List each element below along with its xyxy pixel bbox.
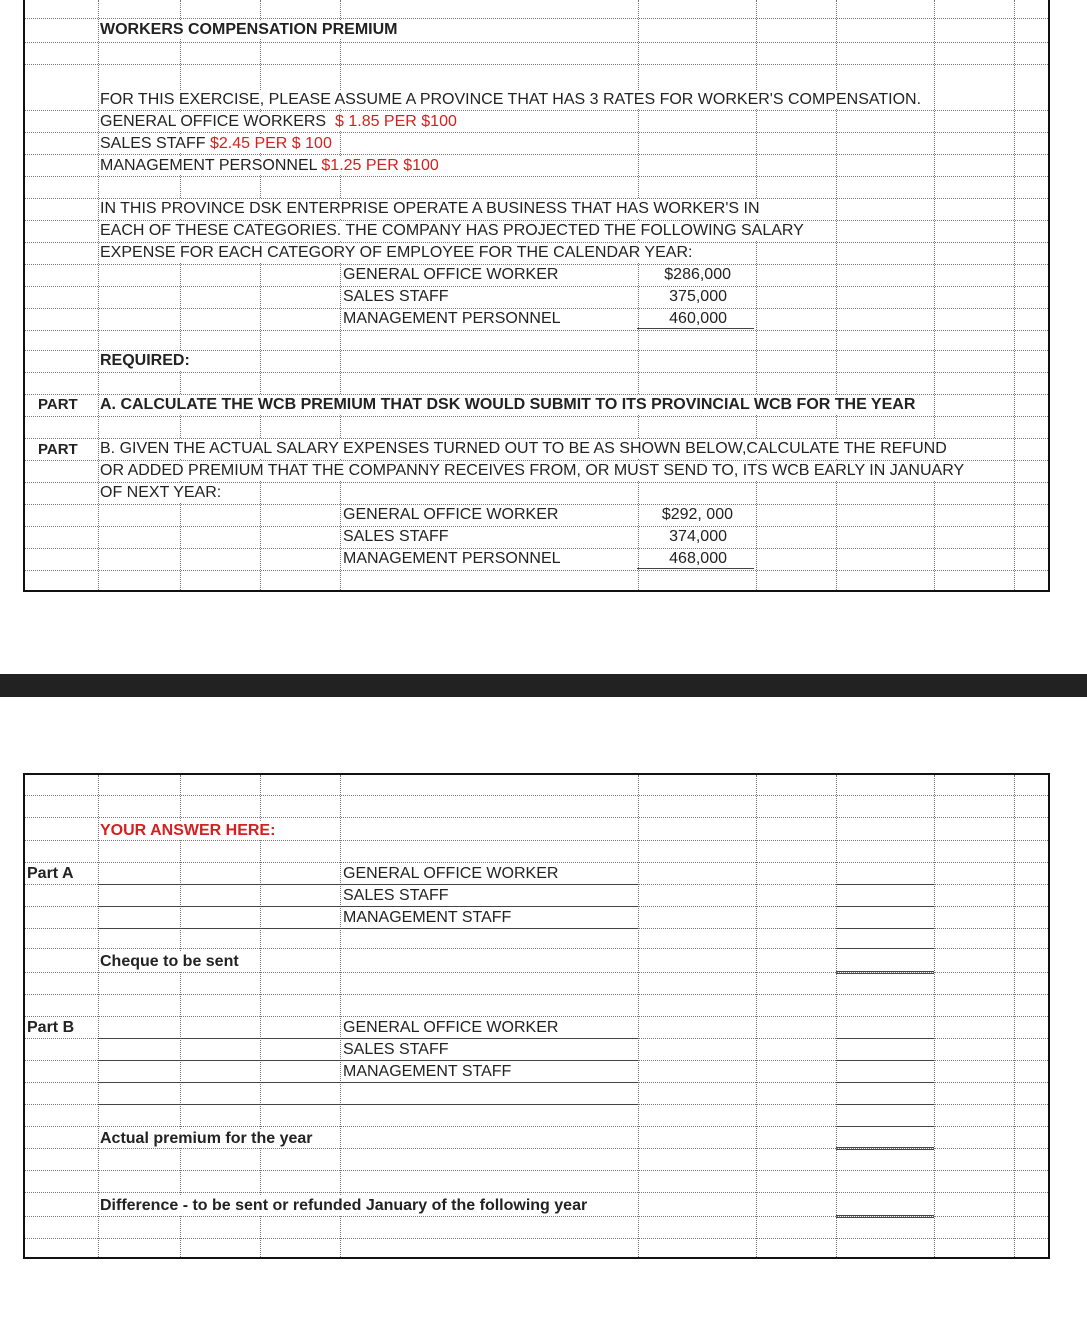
- total-line: [836, 928, 934, 929]
- total-line: [98, 928, 638, 929]
- intro-text: FOR THIS EXERCISE, PLEASE ASSUME A PROVINCE THAT HAS 3 RATES FOR WORKER'S COMPENSATION.: [100, 91, 922, 108]
- difference-label: Difference - to be sent or refunded January of the following year: [100, 1197, 588, 1214]
- total-underline: [637, 568, 754, 569]
- actual-amount: 468,000: [639, 549, 729, 568]
- total-line: [98, 884, 638, 885]
- actual-premium-label: Actual premium for the year: [100, 1130, 313, 1147]
- part-b-label: Part B: [27, 1019, 75, 1036]
- part-b-text: OR ADDED PREMIUM THAT THE COMPANNY RECEIVES FROM, OR MUST SEND TO, ITS WCB EARLY IN JANUARY: [100, 462, 965, 479]
- gridline: [25, 1192, 1048, 1193]
- gridline: [25, 64, 1048, 65]
- divider-bar: [0, 674, 1087, 697]
- total-line: [836, 1126, 934, 1127]
- total-line: [836, 1060, 934, 1061]
- required-heading: REQUIRED:: [100, 352, 190, 369]
- double-total-line: [836, 1215, 934, 1218]
- projected-amount: 460,000: [639, 309, 729, 328]
- answer-part-a-item: GENERAL OFFICE WORKER: [343, 865, 559, 882]
- rate-general-office: GENERAL OFFICE WORKERS $ 1.85 PER $100: [100, 113, 457, 130]
- projected-label: MANAGEMENT PERSONNEL: [343, 310, 561, 327]
- gridline: [25, 1170, 1048, 1171]
- total-line: [836, 1038, 934, 1039]
- gridline: [25, 372, 1048, 373]
- gridline: [25, 330, 1048, 331]
- gridline: [98, 775, 99, 1257]
- answer-heading: YOUR ANSWER HERE:: [100, 822, 276, 839]
- gridline: [25, 154, 1048, 155]
- gridline: [25, 132, 1048, 133]
- total-line: [98, 1038, 638, 1039]
- projected-label: GENERAL OFFICE WORKER: [343, 266, 559, 283]
- total-line: [98, 1060, 638, 1061]
- answer-part-a-item: MANAGEMENT STAFF: [343, 909, 512, 926]
- total-underline: [637, 328, 754, 329]
- projected-amount: 375,000: [639, 287, 729, 306]
- gridline: [756, 0, 757, 590]
- gridline: [756, 775, 757, 1257]
- gridline: [25, 1016, 1048, 1017]
- gridline: [836, 775, 837, 1257]
- actual-amount: 374,000: [639, 527, 729, 546]
- gridline: [25, 18, 1048, 19]
- rate-management: MANAGEMENT PERSONNEL $1.25 PER $100: [100, 157, 439, 174]
- cheque-label: Cheque to be sent: [100, 953, 239, 970]
- total-line: [98, 906, 638, 907]
- gridline: [180, 775, 181, 1257]
- gridline: [260, 0, 261, 590]
- projected-label: SALES STAFF: [343, 288, 449, 305]
- gridline: [260, 775, 261, 1257]
- part-b-text: OF NEXT YEAR:: [100, 484, 222, 501]
- gridline: [1014, 0, 1015, 590]
- total-line: [836, 884, 934, 885]
- gridline: [25, 110, 1048, 111]
- actual-amount: $292, 000: [639, 505, 735, 524]
- context-line: IN THIS PROVINCE DSK ENTERPRISE OPERATE A BUSINESS THAT HAS WORKER'S IN: [100, 200, 760, 217]
- gridline: [25, 416, 1048, 417]
- double-total-line: [836, 1147, 934, 1150]
- double-total-line: [836, 971, 934, 974]
- answer-part-b-item: SALES STAFF: [343, 1041, 449, 1058]
- context-line: EXPENSE FOR EACH CATEGORY OF EMPLOYEE FOR THE CALENDAR YEAR:: [100, 244, 693, 261]
- gridline: [25, 817, 1048, 818]
- answer-part-b-item: MANAGEMENT STAFF: [343, 1063, 512, 1080]
- gridline: [340, 775, 341, 1257]
- gridline: [25, 570, 1048, 571]
- gridline: [98, 0, 99, 590]
- gridline: [25, 795, 1048, 796]
- gridline: [25, 42, 1048, 43]
- gridline: [25, 526, 1048, 527]
- gridline: [340, 0, 341, 590]
- gridline: [934, 0, 935, 590]
- part-a-label: Part A: [27, 865, 74, 882]
- projected-amount: $286,000: [639, 265, 733, 284]
- part-b-text: B. GIVEN THE ACTUAL SALARY EXPENSES TURNED OUT TO BE AS SHOWN BELOW,CALCULATE THE REFUND: [100, 440, 947, 457]
- gridline: [836, 0, 837, 590]
- rate-sales-staff: SALES STAFF $2.45 PER $ 100: [100, 135, 332, 152]
- gridline: [25, 1238, 1048, 1239]
- total-line: [836, 1104, 934, 1105]
- gridline: [25, 862, 1048, 863]
- answer-part-b-item: GENERAL OFFICE WORKER: [343, 1019, 559, 1036]
- total-line: [98, 1082, 638, 1083]
- actual-label: GENERAL OFFICE WORKER: [343, 506, 559, 523]
- answer-part-a-item: SALES STAFF: [343, 887, 449, 904]
- gridline: [1014, 775, 1015, 1257]
- actual-label: SALES STAFF: [343, 528, 449, 545]
- gridline: [25, 176, 1048, 177]
- part-a-text: A. CALCULATE THE WCB PREMIUM THAT DSK WOULD SUBMIT TO ITS PROVINCIAL WCB FOR THE YEAR: [100, 396, 916, 413]
- total-line: [836, 1082, 934, 1083]
- total-line: [836, 948, 934, 949]
- context-line: EACH OF THESE CATEGORIES. THE COMPANY HAS PROJECTED THE FOLLOWING SALARY: [100, 222, 804, 239]
- problem-sheet: [23, 0, 1050, 592]
- gridline: [638, 775, 639, 1257]
- total-line: [836, 906, 934, 907]
- gridline: [934, 775, 935, 1257]
- actual-label: MANAGEMENT PERSONNEL: [343, 550, 561, 567]
- answer-sheet: [23, 773, 1050, 1259]
- gridline: [25, 286, 1048, 287]
- gridline: [25, 994, 1048, 995]
- part-a-label: PART: [38, 396, 78, 413]
- part-b-label: PART: [38, 441, 78, 458]
- gridline: [25, 840, 1048, 841]
- total-line: [98, 1104, 638, 1105]
- sheet-title: WORKERS COMPENSATION PREMIUM: [100, 21, 398, 38]
